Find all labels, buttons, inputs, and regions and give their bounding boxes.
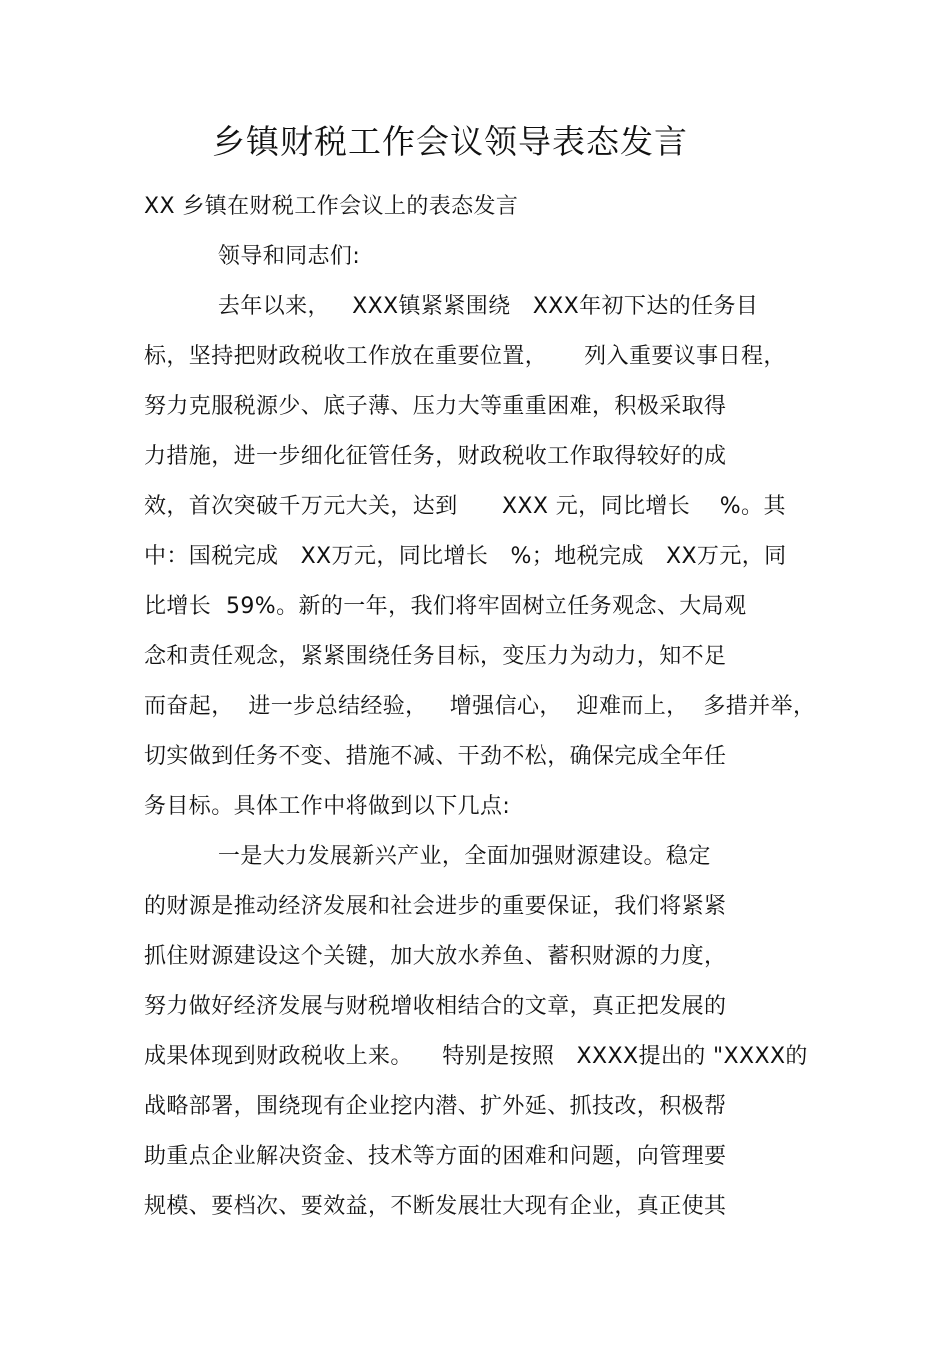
text-line: 的财源是推动经济发展和社会进步的重要保证，我们将紧紧 (144, 894, 727, 919)
text-line: 切实做到任务不变、措施不减、干劲不松，确保完成全年任 (144, 744, 727, 769)
text-line: 中：国税完成 XX万元，同比增长 %；地税完成 XX万元，同 (144, 544, 787, 569)
text-line: 去年以来， XXX镇紧紧围绕 XXX年初下达的任务目 (144, 294, 759, 319)
text-line: 务目标。具体工作中将做到以下几点: (144, 794, 511, 819)
text-line: 比增长 59%。新的一年，我们将牢固树立任务观念、大局观 (144, 594, 747, 619)
text-line: 标，坚持把财政税收工作放在重要位置， 列入重要议事日程， (144, 344, 786, 369)
text-line: 努力克服税源少、底子薄、压力大等重重困难，积极采取得 (144, 394, 727, 419)
text-line: 抓住财源建设这个关键，加大放水养鱼、蓄积财源的力度， (144, 944, 727, 969)
document-title: 乡镇财税工作会议领导表态发言 (212, 122, 688, 161)
text-line: 一是大力发展新兴产业，全面加强财源建设。稳定 (144, 844, 711, 869)
text-line: 领导和同志们: (144, 244, 361, 269)
text-line: XX 乡镇在财税工作会议上的表态发言 (144, 194, 519, 219)
text-line: 念和责任观念，紧紧围绕任务目标，变压力为动力，知不足 (144, 644, 727, 669)
text-line: 成果体现到财政税收上来。 特别是按照 XXXX提出的 "XXXX的 (144, 1044, 808, 1069)
text-line: 规模、要档次、要效益，不断发展壮大现有企业，真正使其 (144, 1194, 727, 1219)
text-line: 助重点企业解决资金、技术等方面的困难和问题，向管理要 (144, 1144, 727, 1169)
text-line: 效，首次突破千万元大关，达到 XXX 元，同比增长 %。其 (144, 494, 786, 519)
text-line: 而奋起， 进一步总结经验， 增强信心， 迎难而上， 多措并举， (144, 694, 816, 719)
text-line: 力措施，进一步细化征管任务，财政税收工作取得较好的成 (144, 444, 727, 469)
text-line: 战略部署，围绕现有企业挖内潜、扩外延、抓技改，积极帮 (144, 1094, 727, 1119)
text-line: 努力做好经济发展与财税增收相结合的文章，真正把发展的 (144, 994, 727, 1019)
